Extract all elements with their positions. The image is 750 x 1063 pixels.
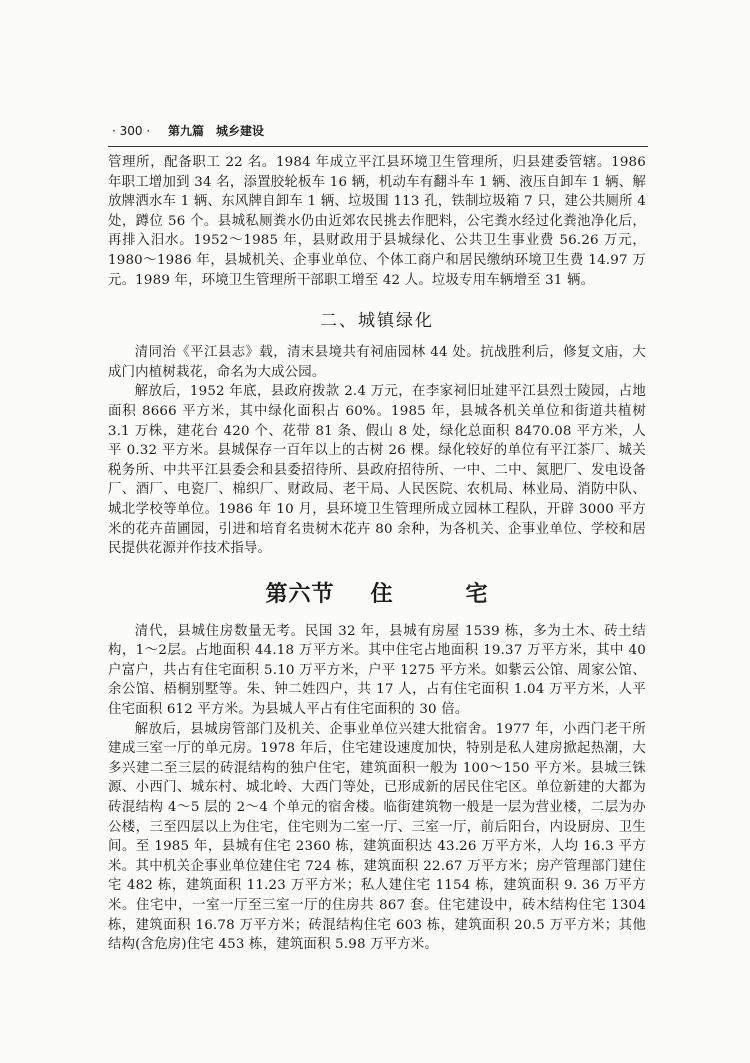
chapter-title: 第九篇 城乡建设 bbox=[168, 124, 265, 138]
page-body bbox=[108, 153, 646, 955]
section-heading-greening: 二、城镇绿化 bbox=[320, 311, 434, 332]
section-title-char: 住 bbox=[370, 581, 394, 607]
header-rule bbox=[108, 146, 648, 147]
page-number: · 300 · bbox=[112, 124, 151, 138]
section-title-char: 宅 bbox=[465, 581, 489, 607]
paragraph: 管理所，配备职工 22 名。1984 年成立平江县环境卫生管理所，归县建委管辖。1986 年职工增加到 34 名，添置胶轮板车 16 辆，机动车有翻斗车 1 辆、液压自卸车 1 辆、解放牌洒水车 1 辆、东风牌自卸车 1 辆、垃圾围 113 孔，铁制垃圾箱 7 只，建公共厕所 4 处，蹲位 56 个。县城私厕粪水仍由近郊农民挑去作肥料，公宅粪水经过化粪池净化后，再排入汨水。1952～1985 年，县财政用于县城绿化、公共卫生事业费 56.26 万元，1980～1986 年，县城机关、企事业单位、个体工商户和居民缴纳环境卫生费 14.97 万元。1989 年，环境卫生管理所干部职工增至 42 人。垃圾专用车辆增至 31 辆。 bbox=[108, 155, 646, 288]
section-number: 第六节 bbox=[265, 581, 335, 607]
paragraph: 解放后，1952 年底，县政府拨款 2.4 万元，在李家祠旧址建平江县烈士陵园，占地面积 8666 平方米，其中绿化面积占 60%。1985 年，县城各机关单位和街道共植树 3.1 万株，建花台 420 个、花带 81 条、假山 8 处，绿化总面积 8470.08 平方米，人平 0.32 平方米。县城保存一百年以上的古树 26 棵。绿化较好的单位有平江茶厂、城关税务所、中共平江县委会和县委招待所、县政府招待所、一中、二中、氮肥厂、发电设备厂、酒厂、电瓷厂、棉织厂、财政局、老干局、人民医院、农机局、林业局、消防中队、城北学校等单位。1986 年 10 月，县环境卫生管理所成立园林工程队，开辟 3000 平方米的花卉苗圃园，引进和培育名贵树木花卉 80 余种，为各机关、企事业单位、学校和居民提供花源并作技术指导。 bbox=[108, 384, 646, 557]
section-title-housing bbox=[108, 577, 646, 608]
paragraph: 解放后，县城房管部门及机关、企事业单位兴建大批宿舍。1977 年，小西门老干所建成三室一厅的单元房。1978 年后，住宅建设速度加快，特别是私人建房掀起热潮，大多兴建二至三层的砖混结构的独户住宅，建筑面积一般为 100～150 平方米。县城三铢源、小西门、城东村、城北岭、大西门等处，已形成新的居民住宅区。单位新建的大都为砖混结构 4～5 层的 2～4 个单元的宿舍楼。临街建筑物一般是一层为营业楼，二层为办公楼，三至四层以上为住宅，住宅则为二室一厅、三室一厅，前后阳台，内设厨房、卫生间。至 1985 年，县城有住宅 2360 栋，建筑面积达 43.26 万平方米，人均 16.3 平方米。其中机关企事业单位建住宅 724 栋，建筑面积 22.67 万平方米；房产管理部门建住宅 482 栋，建筑面积 11.23 万平方米；私人建住宅 1154 栋，建筑面积 9. 36 万平方米。住宅中，一室一厅至三室一厅的住房共 867 套。住宅建设中，砖木结构住宅 1304 栋，建筑面积 16.78 万平方米；砖混结构住宅 603 栋，建筑面积 20.5 万平方米；其他结构(含危房)住宅 453 栋，建筑面积 5.98 万平方米。 bbox=[108, 721, 646, 953]
paragraph: 清同治《平江县志》载，清末县境共有祠庙园林 44 处。抗战胜利后，修复文庙，大成门内植树栽花，命名为大成公园。 bbox=[108, 345, 646, 380]
paragraph: 清代，县城住房数量无考。民国 32 年，县城有房屋 1539 栋，多为土木、砖土结构，1～2层。占地面积 44.18 万平方米。其中住宅占地面积 19.37 万平方米，其中 40 户富户，共占有住宅面积 5.10 万平方米，户平 1275 平方米。如紫云公馆、周家公馆、余公馆、梧桐别墅等。朱、钟二姓四户，共 17 人，占有住宅面积 1.04 万平方米，人平住宅面积 612 平方米。为县城人平占有住宅面积的 30 倍。 bbox=[108, 623, 646, 718]
running-header bbox=[112, 122, 264, 139]
